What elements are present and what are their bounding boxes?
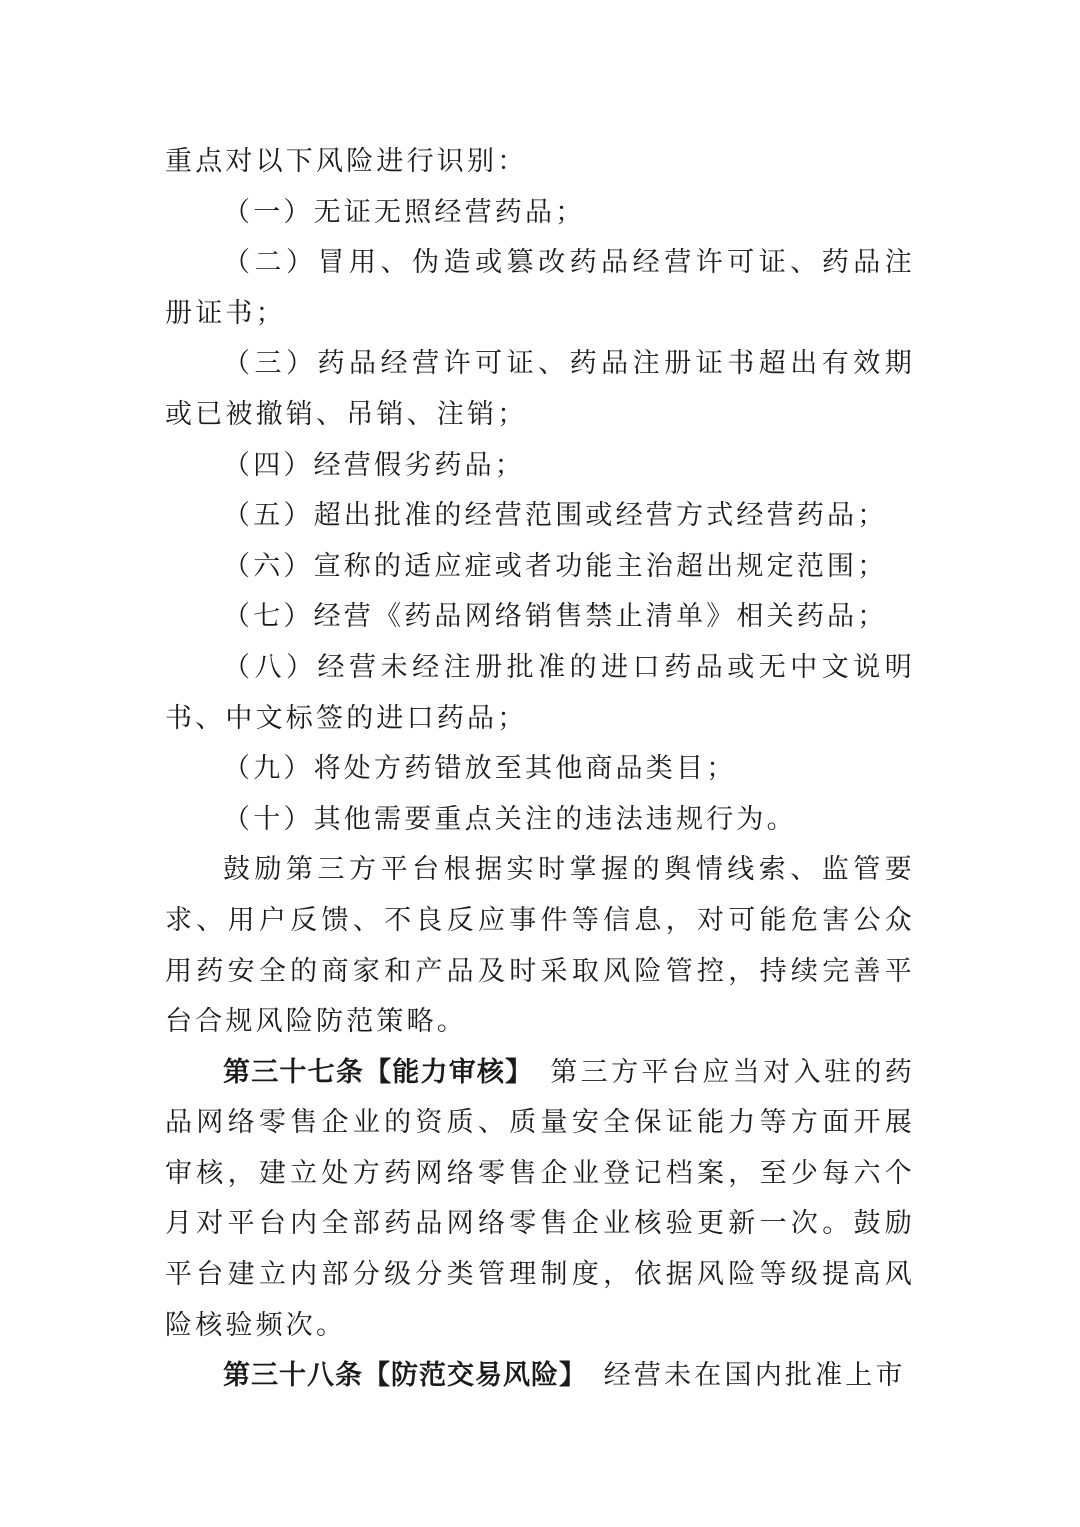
risk-item-8: （八）经营未经注册批准的进口药品或无中文说明书、中文标签的进口药品； — [165, 651, 915, 734]
risk-item-9: （九）将处方药错放至其他商品类目； — [223, 753, 737, 785]
article-38-body: 经营未在国内批准上市 — [603, 1360, 906, 1392]
risk-item-3: （三）药品经营许可证、药品注册证书超出有效期或已被撤销、吊销、注销； — [165, 348, 915, 430]
article-37-heading: 第三十七条【能力审核】 — [223, 1056, 520, 1088]
article-37-paragraph — [165, 1048, 915, 1352]
risk-item-4: （四）经营假劣药品； — [223, 449, 525, 481]
risk-item-2: （二）冒用、伪造或篡改药品经营许可证、药品注册证书； — [165, 247, 915, 329]
article-38-paragraph — [165, 1351, 915, 1402]
article-38-heading: 第三十八条【防范交易风险】 — [223, 1360, 574, 1392]
risk-item-7: （七）经营《药品网络销售禁止清单》相关药品； — [223, 601, 888, 633]
encourage-paragraph: 鼓励第三方平台根据实时掌握的舆情线索、监管要求、用户反馈、不良反应事件等信息，对可能危害公众用药安全的商家和产品及时采取风险管控，持续完善平台合规风险防范策略。 — [165, 854, 915, 1038]
risk-item-6: （六）宣称的适应症或者功能主治超出规定范围； — [223, 550, 888, 582]
document-page — [165, 137, 915, 1402]
article-37-body: 第三方平台应当对入驻的药品网络零售企业的资质、质量安全保证能力等方面开展审核，建立处方药网络零售企业登记档案，至少每六个月对平台内全部药品网络零售企业核验更新一次。鼓励平台建立内部分级分类管理制度，依据风险等级提高风险核验频次。 — [165, 1056, 916, 1341]
risk-item-10: （十）其他需要重点关注的违法违规行为。 — [223, 803, 797, 835]
risk-item-5: （五）超出批准的经营范围或经营方式经营药品； — [223, 500, 888, 532]
intro-paragraph: 重点对以下风险进行识别： — [165, 146, 528, 177]
risk-item-1: （一）无证无照经营药品； — [223, 196, 586, 228]
